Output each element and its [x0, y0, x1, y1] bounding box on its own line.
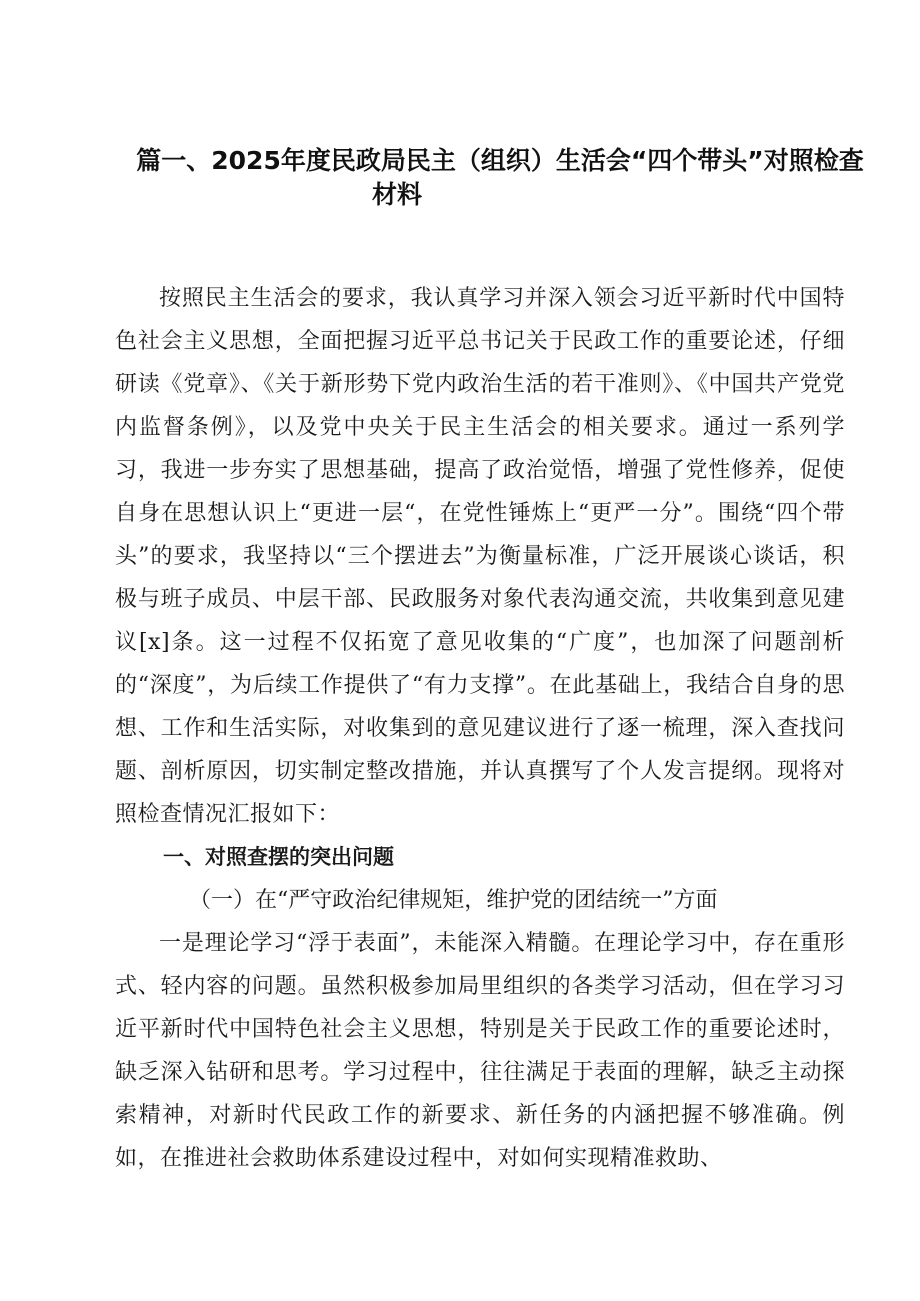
- section-heading-1: 一、对照查摆的突出问题: [163, 845, 394, 869]
- title-line-2: 材料: [372, 180, 423, 209]
- body-paragraph-2: 一是理论学习“浮于表面”，未能深入精髓。在理论学习中，存在重形式、轻内容的问题。虽然积极参加局里组织的各类学习活动，但在学习习近平新时代中国特色社会主义思想，特别是关于民政工作的重要论述时，缺乏深入钻研和思考。学习过程中，往往满足于表面的理解，缺乏主动探索精神，对新时代民政工作的新要求、新任务的内涵把握不够准确。例如，在推进社会救助体系建设过程中，对如何实现精准救助、: [115, 931, 845, 1171]
- document-body: [115, 277, 845, 1180]
- intro-paragraph: 按照民主生活会的要求，我认真学习并深入领会习近平新时代中国特色社会主义思想，全面把握习近平总书记关于民政工作的重要论述，仔细研读《党章》、《关于新形势下党内政治生活的若干准则》、《中国共产党党内监督条例》，以及党中央关于民主生活会的相关要求。通过一系列学习，我进一步夯实了思想基础，提高了政治觉悟，增强了党性修养，促使自身在思想认识上“更进一层“，在党性锤炼上“更严一分”。围绕“四个带头”的要求，我坚持以“三个摆进去”为衡量标准，广泛开展谈心谈话，积极与班子成员、中层干部、民政服务对象代表沟通交流，共收集到意见建议[x]条。这一过程不仅拓宽了意见收集的“广度”，也加深了问题剖析的“深度”，为后续工作提供了“有力支撑”。在此基础上，我结合自身的思想、工作和生活实际，对收集到的意见建议进行了逐一梳理，深入查找问题、剖析原因，切实制定整改措施，并认真撰写了个人发言提纲。现将对照检查情况汇报如下：: [115, 286, 845, 827]
- subsection-heading-1: （一）在“严守政治纪律规矩，维护党的团结统一”方面: [189, 888, 718, 913]
- document-title: [110, 144, 890, 209]
- title-line-1: 篇一、2025年度民政局民主（组织）生活会“四个带头”对照检查: [136, 146, 864, 175]
